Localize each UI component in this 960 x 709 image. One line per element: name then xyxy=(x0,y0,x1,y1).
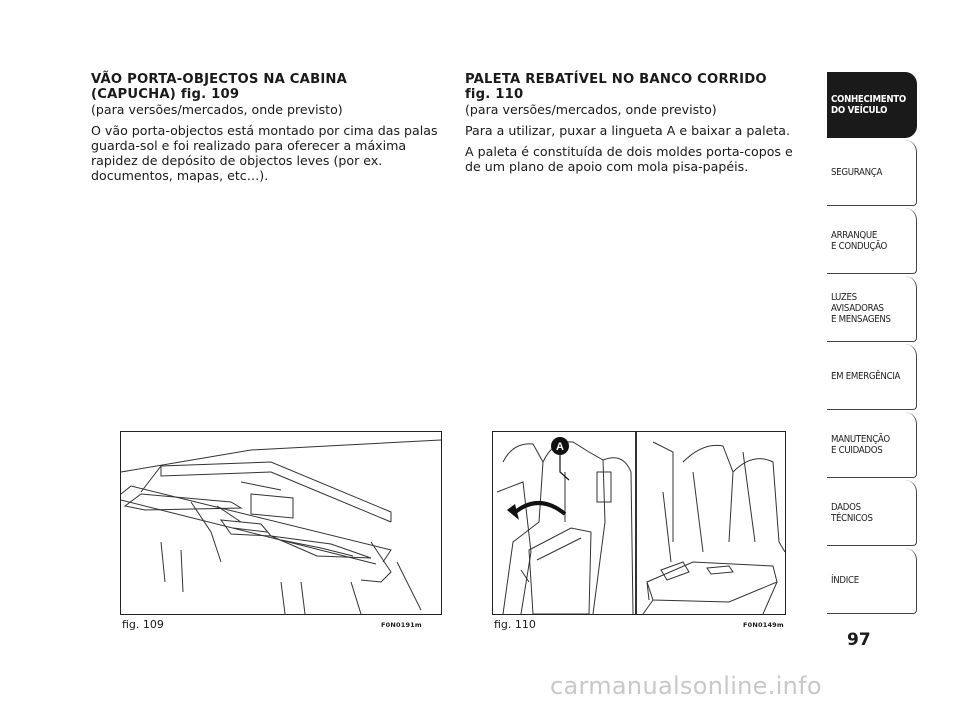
right-subheading: (para versões/mercados, onde previsto) xyxy=(465,102,717,117)
tab-label: SEGURANÇA xyxy=(831,167,883,178)
fig110-caption: fig. 110 xyxy=(494,618,536,631)
tab-luzes-avisadoras[interactable] xyxy=(827,276,917,342)
fig110-code: F0N0149m xyxy=(743,621,784,629)
left-body: O vão porta-objectos está montado por cima das palas guarda-sol e foi realizado para oferecer a máxima rapidez de depósito de objectos leves (por ex. documentos, mapas, etc…). xyxy=(91,123,438,183)
tab-indice[interactable] xyxy=(827,548,917,614)
fig109-caption: fig. 109 xyxy=(122,618,164,631)
tab-label: CONHECIMENTO DO VEÍCULO xyxy=(831,93,906,116)
watermark: carmanualsonline.info xyxy=(550,672,822,700)
figure-109 xyxy=(120,431,442,615)
tab-label: ÍNDICE xyxy=(831,575,859,586)
left-heading-line2: (CAPUCHA) fig. 109 xyxy=(91,87,240,102)
right-body-2: A paleta é constituída de dois moldes porta-copos e de um plano de apoio com mola pisa-papéis. xyxy=(465,144,793,174)
bench-table-illustration xyxy=(493,432,785,614)
tab-label: EM EMERGÊNCIA xyxy=(831,371,901,382)
tab-conhecimento-do-veiculo[interactable] xyxy=(827,72,917,138)
left-section xyxy=(91,72,447,189)
fold-down-arrow-icon xyxy=(513,503,565,514)
left-heading-line1: VÃO PORTA-OBJECTOS NA CABINA xyxy=(91,72,348,87)
tab-em-emergencia[interactable] xyxy=(827,344,917,410)
tab-label: DADOS TÉCNICOS xyxy=(831,501,873,524)
page-number: 97 xyxy=(847,630,871,650)
chapter-sidebar xyxy=(827,72,917,616)
marker-a-label: A xyxy=(556,441,564,453)
tab-manutencao-e-cuidados[interactable] xyxy=(827,412,917,478)
tab-dados-tecnicos[interactable] xyxy=(827,480,917,546)
right-heading-line2: fig. 110 xyxy=(465,87,524,102)
right-section xyxy=(465,72,810,180)
cabin-storage-illustration xyxy=(121,432,441,614)
left-subheading: (para versões/mercados, onde previsto) xyxy=(91,102,343,117)
tab-label: MANUTENÇÃO E CUIDADOS xyxy=(831,433,890,456)
tab-arranque-e-conducao[interactable] xyxy=(827,208,917,274)
tab-seguranca[interactable] xyxy=(827,140,917,206)
right-body-1: Para a utilizar, puxar a lingueta A e baixar a paleta. xyxy=(465,123,790,138)
right-heading-line1: PALETA REBATÍVEL NO BANCO CORRIDO xyxy=(465,72,767,87)
tab-label: LUZES AVISADORAS E MENSAGENS xyxy=(831,292,891,325)
tab-label: ARRANQUE E CONDUÇÃO xyxy=(831,229,887,252)
figure-110 xyxy=(492,431,786,615)
fig109-code: F0N0191m xyxy=(381,621,422,629)
